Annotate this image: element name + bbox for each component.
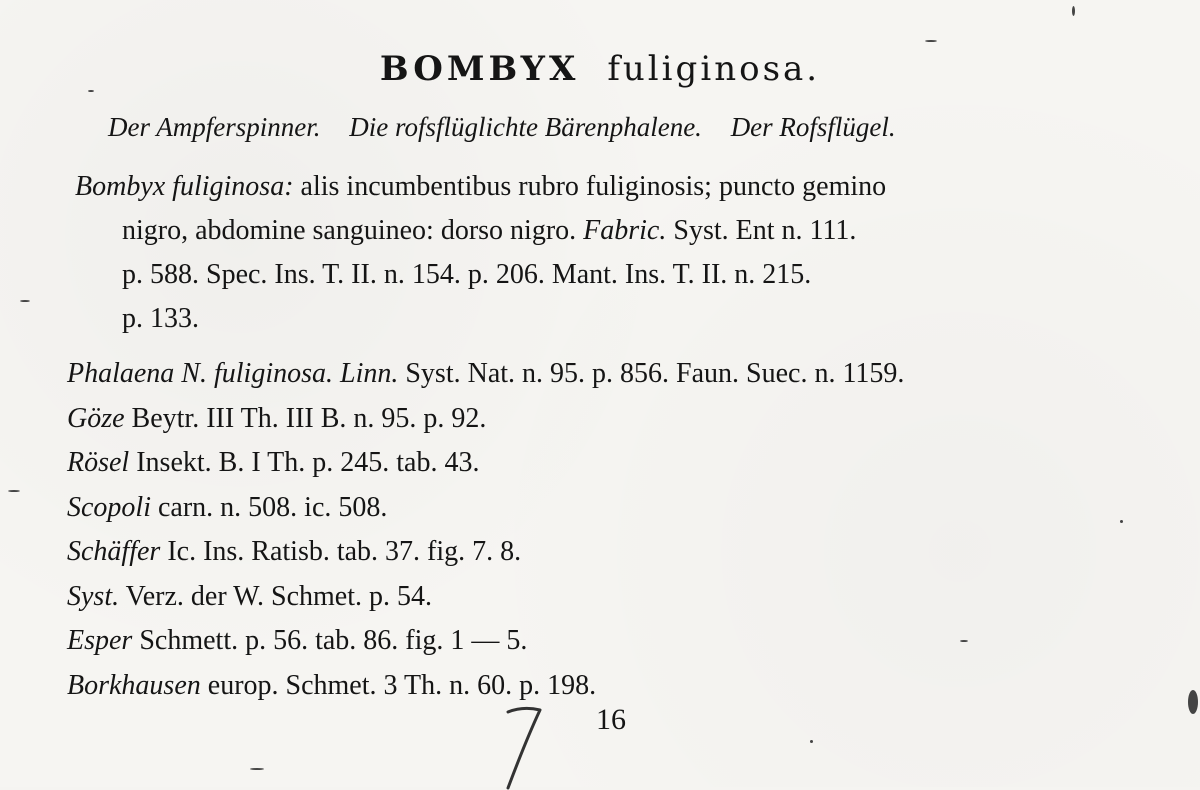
dust-speck: [8, 490, 20, 492]
reference-item: [67, 530, 1197, 575]
reference-text: europ. Schmet. 3 Th. n. 60. p. 198.: [200, 669, 597, 701]
reference-item: [67, 619, 1197, 664]
reference-text: Beytr. III Th. III B. n. 95. p. 92.: [124, 402, 487, 434]
reference-text: Insekt. B. I Th. p. 245. tab. 43.: [129, 447, 480, 478]
description-text: nigro, abdomine sanguineo: dorso nigro.: [122, 215, 584, 246]
dust-speck: [250, 768, 264, 770]
description-text: alis incumbentibus rubro fuliginosis; puncto gemino: [293, 171, 887, 202]
reference-text: Ic. Ins. Ratisb. tab. 37. fig. 7. 8.: [160, 536, 522, 567]
reference-author: Phalaena N. fuliginosa.: [67, 358, 333, 389]
reference-item: [67, 397, 1197, 442]
dust-speck: [88, 90, 94, 92]
description-line: [75, 297, 1195, 341]
dust-speck: [1188, 690, 1198, 714]
reference-item: [67, 352, 1197, 397]
reference-text: Verz. der W. Schmet. p. 54.: [119, 580, 432, 612]
common-name: Der Ampferspinner.: [108, 112, 321, 142]
description-line: [75, 253, 1195, 297]
dust-speck: [1120, 520, 1123, 523]
common-name: Die rofsflüglichte Bärenphalene.: [349, 112, 702, 142]
fabric-label: Fabric.: [583, 215, 667, 246]
reference-item: [67, 575, 1197, 620]
reference-item: [67, 664, 1197, 709]
page-number: 16: [596, 703, 626, 736]
reference-item: [67, 441, 1197, 486]
dust-speck: [960, 640, 968, 642]
reference-author: Esper: [67, 625, 133, 656]
reference-author: Göze: [67, 402, 125, 434]
page-title: [0, 49, 1200, 89]
dust-speck: [810, 740, 813, 743]
reference-list: [67, 352, 1197, 708]
reference-author: Syst.: [67, 580, 120, 612]
description-italic: Bombyx fuliginosa:: [75, 171, 294, 202]
reference-author: Linn.: [340, 358, 399, 389]
common-name: Der Rofsflügel.: [730, 112, 896, 142]
description-line: [75, 209, 1195, 253]
species-description: [75, 165, 1195, 341]
reference-text: Syst. Nat. n. 95. p. 856. Faun. Suec. n. 1159.: [398, 358, 905, 389]
reference-author: Borkhausen: [67, 669, 201, 701]
reference-item: [67, 486, 1197, 531]
common-names: [108, 112, 1168, 143]
reference-author: Rösel: [67, 447, 130, 478]
reference-author: Schäffer: [67, 536, 161, 567]
dust-speck: [20, 300, 30, 302]
handwritten-mark: [478, 700, 558, 790]
description-text: p. 133.: [122, 303, 199, 334]
reference-text: Schmett. p. 56. tab. 86. fig. 1 — 5.: [132, 625, 528, 656]
title-species: fuliginosa.: [607, 49, 821, 89]
reference-text: carn. n. 508. ic. 508.: [151, 491, 388, 523]
description-text: p. 588. Spec. Ins. T. II. n. 154. p. 206. Mant. Ins. T. II. n. 215.: [122, 259, 812, 290]
description-line: [75, 165, 1195, 209]
title-genus: BOMBYX: [379, 49, 580, 89]
dust-speck: [925, 40, 937, 42]
fabric-rest: Syst. Ent n. 111.: [666, 215, 857, 246]
dust-speck: [1072, 6, 1075, 16]
reference-author: Scopoli: [67, 491, 151, 523]
